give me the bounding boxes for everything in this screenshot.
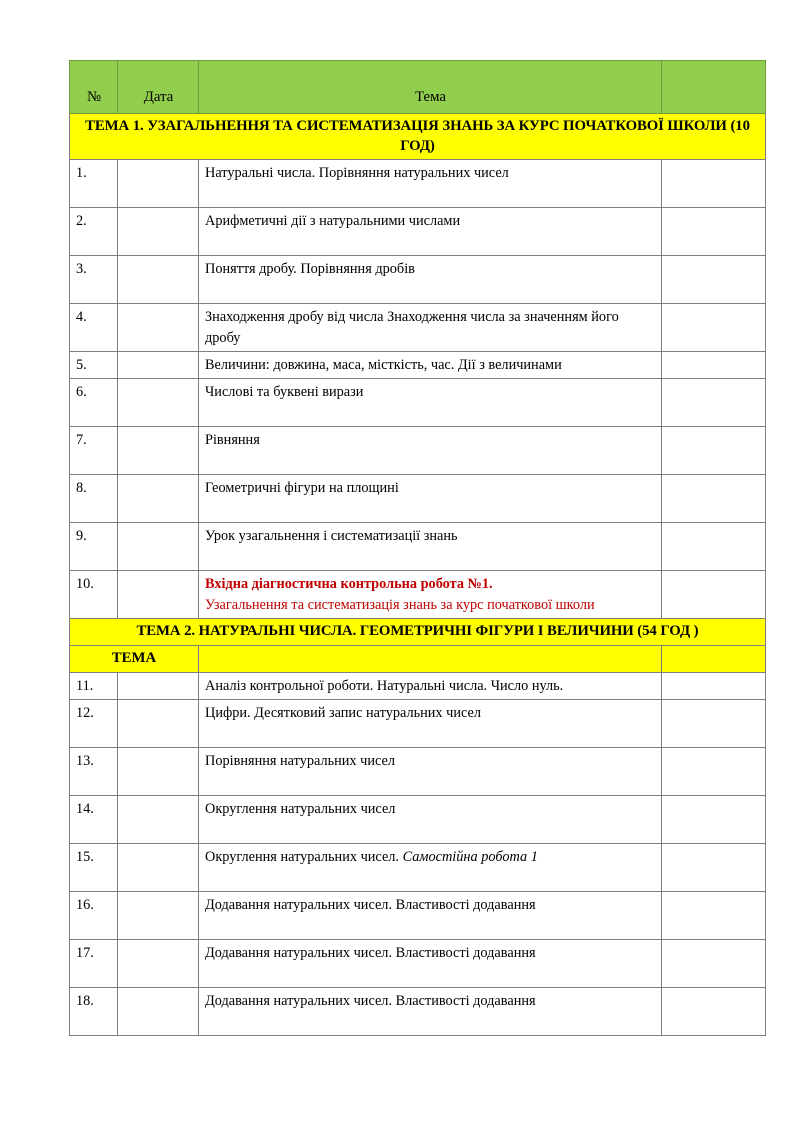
row-date[interactable]: [118, 747, 199, 795]
row-number: 12.: [70, 699, 118, 747]
table-row: [70, 160, 766, 208]
row-number: 3.: [70, 256, 118, 304]
row-note[interactable]: [662, 304, 766, 352]
table-row: [70, 795, 766, 843]
row-date[interactable]: [118, 571, 199, 619]
row-topic: Округлення натуральних чисел: [199, 795, 662, 843]
table-row: [70, 427, 766, 475]
lesson-plan-table: [69, 60, 766, 1036]
table-row: [70, 939, 766, 987]
row-note[interactable]: [662, 747, 766, 795]
table-row: [70, 747, 766, 795]
row-date[interactable]: [118, 208, 199, 256]
row-number: 17.: [70, 939, 118, 987]
subheader-label: ТЕМА: [70, 645, 199, 672]
row-date[interactable]: [118, 891, 199, 939]
row-number: 2.: [70, 208, 118, 256]
row-topic: Додавання натуральних чисел. Властивості додавання: [199, 939, 662, 987]
row-number: 6.: [70, 379, 118, 427]
row-note[interactable]: [662, 571, 766, 619]
row-note[interactable]: [662, 987, 766, 1035]
table-row: [70, 672, 766, 699]
row-topic: Рівняння: [199, 427, 662, 475]
section-banner-theme-2: [70, 618, 766, 645]
table-row: [70, 304, 766, 352]
section-banner-theme-1-label: ТЕМА 1. УЗАГАЛЬНЕННЯ ТА СИСТЕМАТИЗАЦІЯ ЗНАНЬ ЗА КУРС ПОЧАТКОВОЇ ШКОЛИ (10 ГОД): [70, 114, 766, 160]
row-number: 16.: [70, 891, 118, 939]
row-note[interactable]: [662, 795, 766, 843]
table-row-control-work: [70, 571, 766, 619]
header-cell-note: [662, 61, 766, 114]
table-row: [70, 351, 766, 378]
row-date[interactable]: [118, 475, 199, 523]
section-subheader-row: [70, 645, 766, 672]
row-number: 4.: [70, 304, 118, 352]
row-topic: Арифметичні дії з натуральними числами: [199, 208, 662, 256]
row-note[interactable]: [662, 351, 766, 378]
row-topic: Урок узагальнення і систематизації знань: [199, 523, 662, 571]
table-row: [70, 523, 766, 571]
row-date[interactable]: [118, 351, 199, 378]
row-note[interactable]: [662, 672, 766, 699]
row-number: 14.: [70, 795, 118, 843]
row-topic-plain: Округлення натуральних чисел.: [205, 848, 403, 865]
row-topic: [199, 843, 662, 891]
row-number: 5.: [70, 351, 118, 378]
row-date[interactable]: [118, 379, 199, 427]
row-note[interactable]: [662, 379, 766, 427]
row-topic: Цифри. Десятковий запис натуральних чисел: [199, 699, 662, 747]
row-number: 10.: [70, 571, 118, 619]
row-note[interactable]: [662, 699, 766, 747]
row-note[interactable]: [662, 427, 766, 475]
row-number: 18.: [70, 987, 118, 1035]
row-topic: Додавання натуральних чисел. Властивості додавання: [199, 987, 662, 1035]
row-topic: Аналіз контрольної роботи. Натуральні числа. Число нуль.: [199, 672, 662, 699]
table-row: [70, 379, 766, 427]
row-topic: Додавання натуральних чисел. Властивості додавання: [199, 891, 662, 939]
row-topic: Порівняння натуральних чисел: [199, 747, 662, 795]
table-row-independent-work: [70, 843, 766, 891]
row-note[interactable]: [662, 939, 766, 987]
row-number: 11.: [70, 672, 118, 699]
table-row: [70, 699, 766, 747]
row-number: 7.: [70, 427, 118, 475]
control-work-title: Вхідна діагностична контрольна робота №1.: [205, 576, 493, 593]
section-banner-theme-1: [70, 114, 766, 160]
table-row: [70, 987, 766, 1035]
subheader-blank-topic: [199, 645, 662, 672]
control-work-subtitle: Узагальнення та систематизація знань за курс початкової школи: [205, 596, 595, 613]
row-number: 15.: [70, 843, 118, 891]
independent-work-label: Самостійна робота 1: [402, 848, 538, 865]
row-number: 1.: [70, 160, 118, 208]
row-date[interactable]: [118, 304, 199, 352]
row-date[interactable]: [118, 256, 199, 304]
table-header-row: [70, 61, 766, 114]
row-note[interactable]: [662, 891, 766, 939]
row-date[interactable]: [118, 160, 199, 208]
row-topic: Числові та буквені вирази: [199, 379, 662, 427]
row-number: 13.: [70, 747, 118, 795]
row-date[interactable]: [118, 939, 199, 987]
header-cell-topic: Тема: [199, 61, 662, 114]
row-date[interactable]: [118, 843, 199, 891]
table-row: [70, 475, 766, 523]
row-number: 9.: [70, 523, 118, 571]
row-number: 8.: [70, 475, 118, 523]
row-note[interactable]: [662, 160, 766, 208]
row-date[interactable]: [118, 795, 199, 843]
row-note[interactable]: [662, 256, 766, 304]
row-date[interactable]: [118, 987, 199, 1035]
row-topic: Натуральні числа. Порівняння натуральних чисел: [199, 160, 662, 208]
row-topic: Геометричні фігури на площині: [199, 475, 662, 523]
row-note[interactable]: [662, 475, 766, 523]
header-cell-number: №: [70, 61, 118, 114]
row-note[interactable]: [662, 208, 766, 256]
row-topic: Поняття дробу. Порівняння дробів: [199, 256, 662, 304]
row-note[interactable]: [662, 843, 766, 891]
row-topic: Величини: довжина, маса, місткість, час. Дії з величинами: [199, 351, 662, 378]
section-banner-theme-2-label: ТЕМА 2. НАТУРАЛЬНІ ЧИСЛА. ГЕОМЕТРИЧНІ ФІГУРИ І ВЕЛИЧИНИ (54 ГОД ): [70, 618, 766, 645]
subheader-blank-note: [662, 645, 766, 672]
row-date[interactable]: [118, 523, 199, 571]
row-date[interactable]: [118, 427, 199, 475]
row-date[interactable]: [118, 699, 199, 747]
row-date[interactable]: [118, 672, 199, 699]
table-row: [70, 256, 766, 304]
row-topic-control-work: [199, 571, 662, 619]
row-note[interactable]: [662, 523, 766, 571]
table-row: [70, 208, 766, 256]
header-cell-date: Дата: [118, 61, 199, 114]
table-row: [70, 891, 766, 939]
row-topic: Знаходження дробу від числа Знаходження числа за значенням його дробу: [199, 304, 662, 352]
